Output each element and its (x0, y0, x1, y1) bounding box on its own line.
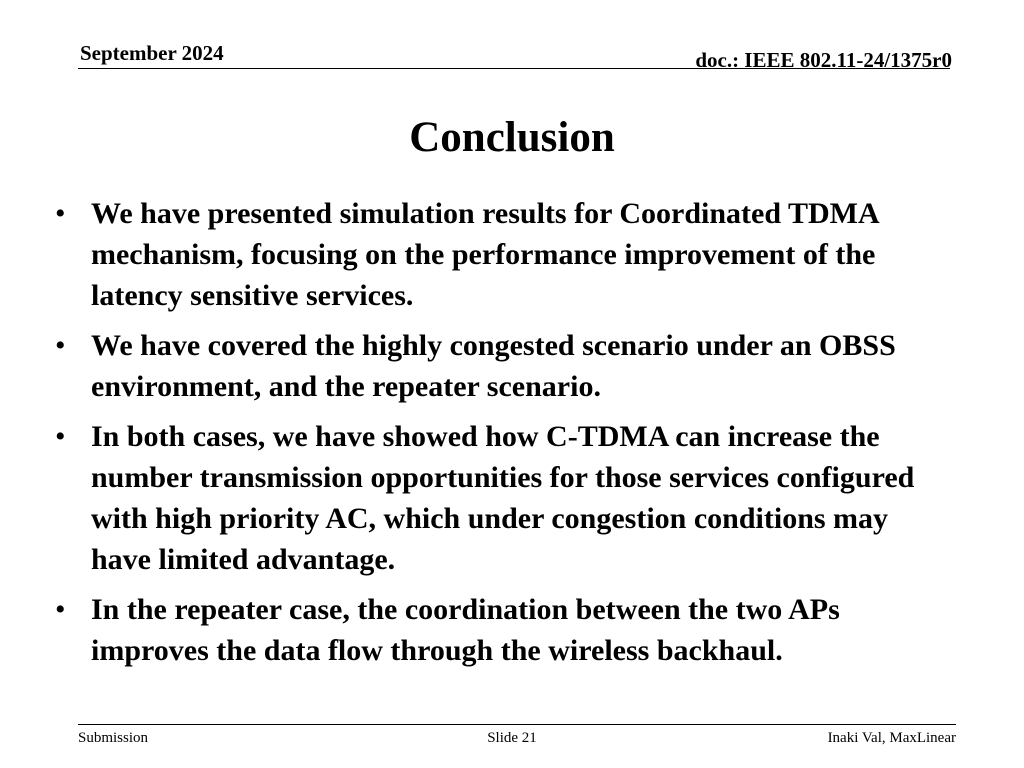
bullet-text: In the repeater case, the coordination between the two APs improves the data flow through the wireless backhaul. (91, 593, 840, 667)
bullet-text: We have covered the highly congested scenario under an OBSS environment, and the repeater scenario. (91, 329, 896, 403)
footer-submission: Submission (78, 730, 149, 746)
bullet-icon: • (55, 197, 66, 230)
header-doc-id: doc.: IEEE 802.11-24/1375r0 (695, 48, 952, 72)
bullet-icon: • (55, 329, 66, 362)
bullet-text: We have presented simulation results for Coordinated TDMA mechanism, focusing on the performance improvement of the latency sensitive services. (91, 197, 878, 312)
bullet-item (55, 416, 955, 580)
slide-title: Conclusion (409, 114, 615, 161)
bullet-item (55, 325, 955, 407)
footer-author: Inaki Val, MaxLinear (827, 730, 956, 746)
bullet-item (55, 589, 955, 671)
bullet-icon: • (55, 593, 66, 626)
footer-divider (78, 724, 956, 725)
bullet-text: In both cases, we have showed how C-TDMA can increase the number transmission opportunities for those services configured with high priority AC, which under congestion conditions may have limited advantage. (91, 420, 915, 576)
footer-slide-number: Slide 21 (487, 730, 537, 746)
bullet-list (55, 193, 955, 680)
bullet-item (55, 193, 955, 316)
header-divider (78, 68, 950, 69)
header-date: September 2024 (80, 41, 224, 65)
bullet-icon: • (55, 420, 66, 453)
